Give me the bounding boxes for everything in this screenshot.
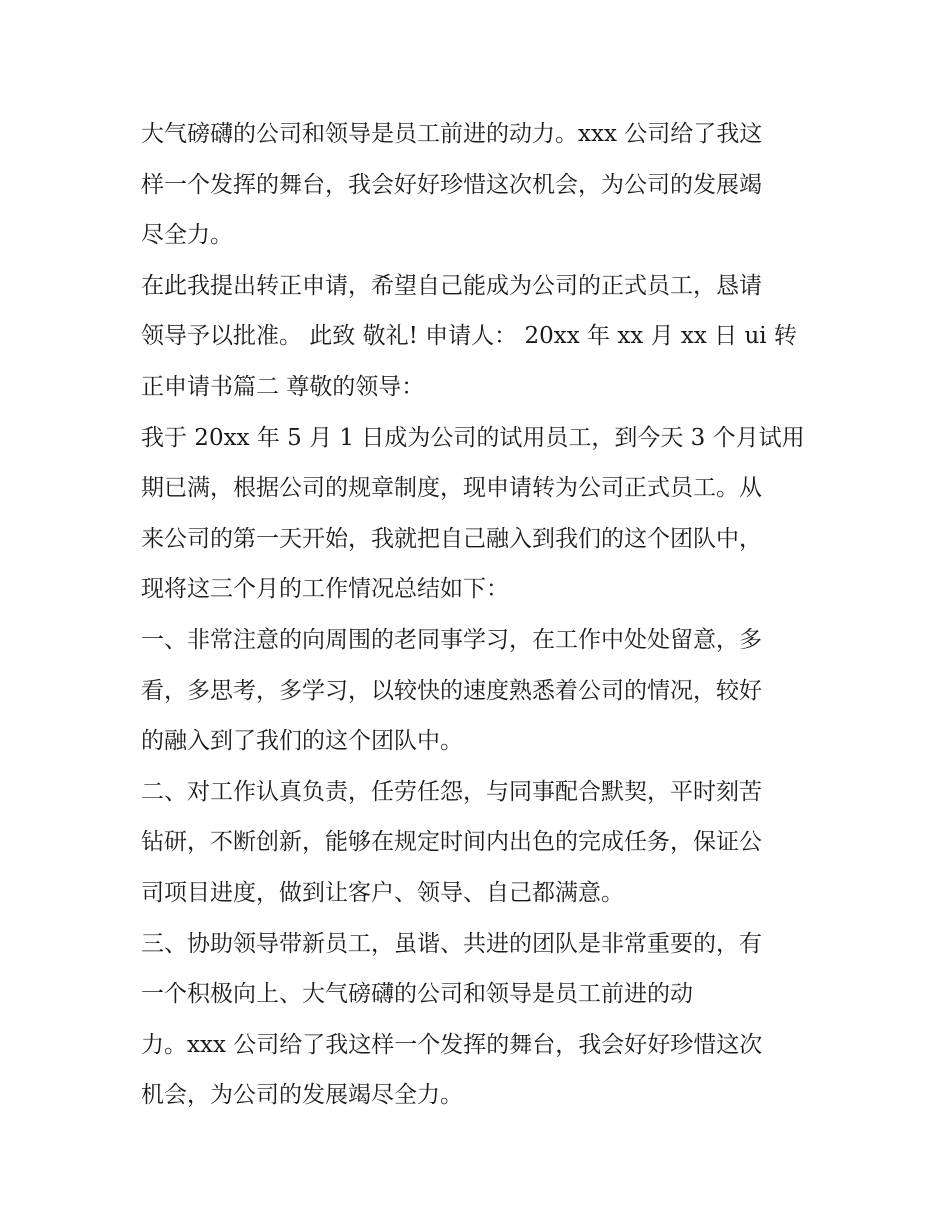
text-line: 司项目进度，做到让客户、领导、自己都满意。 — [141, 879, 624, 906]
text-line: 一、非常注意的向周围的老同事学习，在工作中处处留意，多 — [141, 626, 762, 653]
text-line: 大气磅礴的公司和领导是员工前进的动力。xxx 公司给了我这 — [141, 121, 763, 147]
text-line: 二、对工作认真负责，任劳任怨，与同事配合默契，平时刻苦 — [141, 778, 762, 805]
text-line: 样一个发挥的舞台，我会好好珍惜这次机会，为公司的发展竭 — [141, 171, 762, 198]
text-line: 期已满，根据公司的规章制度，现申请转为公司正式员工。从 — [141, 475, 762, 502]
text-line: 我于 20xx 年 5 月 1 日成为公司的试用员工，到今天 3 个月试用 — [141, 424, 805, 451]
text-line: 领导予以批准。 此致 敬礼! 申请人： 20xx 年 xx 月 xx 日 ui 转 — [141, 323, 797, 350]
document-body — [141, 109, 821, 1121]
text-line: 看，多思考，多学习，以较快的速度熟悉着公司的情况，较好 — [141, 677, 762, 704]
text-line: 正申请书篇二 尊敬的领导： — [141, 373, 425, 400]
text-line: 的融入到了我们的这个团队中。 — [141, 728, 463, 755]
text-line: 在此我提出转正申请，希望自己能成为公司的正式员工，恳请 — [141, 272, 762, 299]
text-line: 三、协助领导带新员工，虽谐、共进的团队是非常重要的，有 — [141, 930, 762, 957]
text-line: 尽全力。 — [141, 222, 233, 249]
text-line: 力。xxx 公司给了我这样一个发挥的舞台，我会好好珍惜这次 — [141, 1031, 763, 1058]
text-line: 一个积极向上、大气磅礴的公司和领导是员工前进的动 — [141, 981, 693, 1008]
text-line: 现将这三个月的工作情况总结如下： — [141, 576, 509, 603]
text-line: 钻研，不断创新，能够在规定时间内出色的完成任务，保证公 — [141, 829, 762, 856]
text-line: 来公司的第一天开始，我就把自己融入到我们的这个团队中， — [141, 525, 762, 552]
text-line: 机会，为公司的发展竭尽全力。 — [141, 1082, 463, 1109]
